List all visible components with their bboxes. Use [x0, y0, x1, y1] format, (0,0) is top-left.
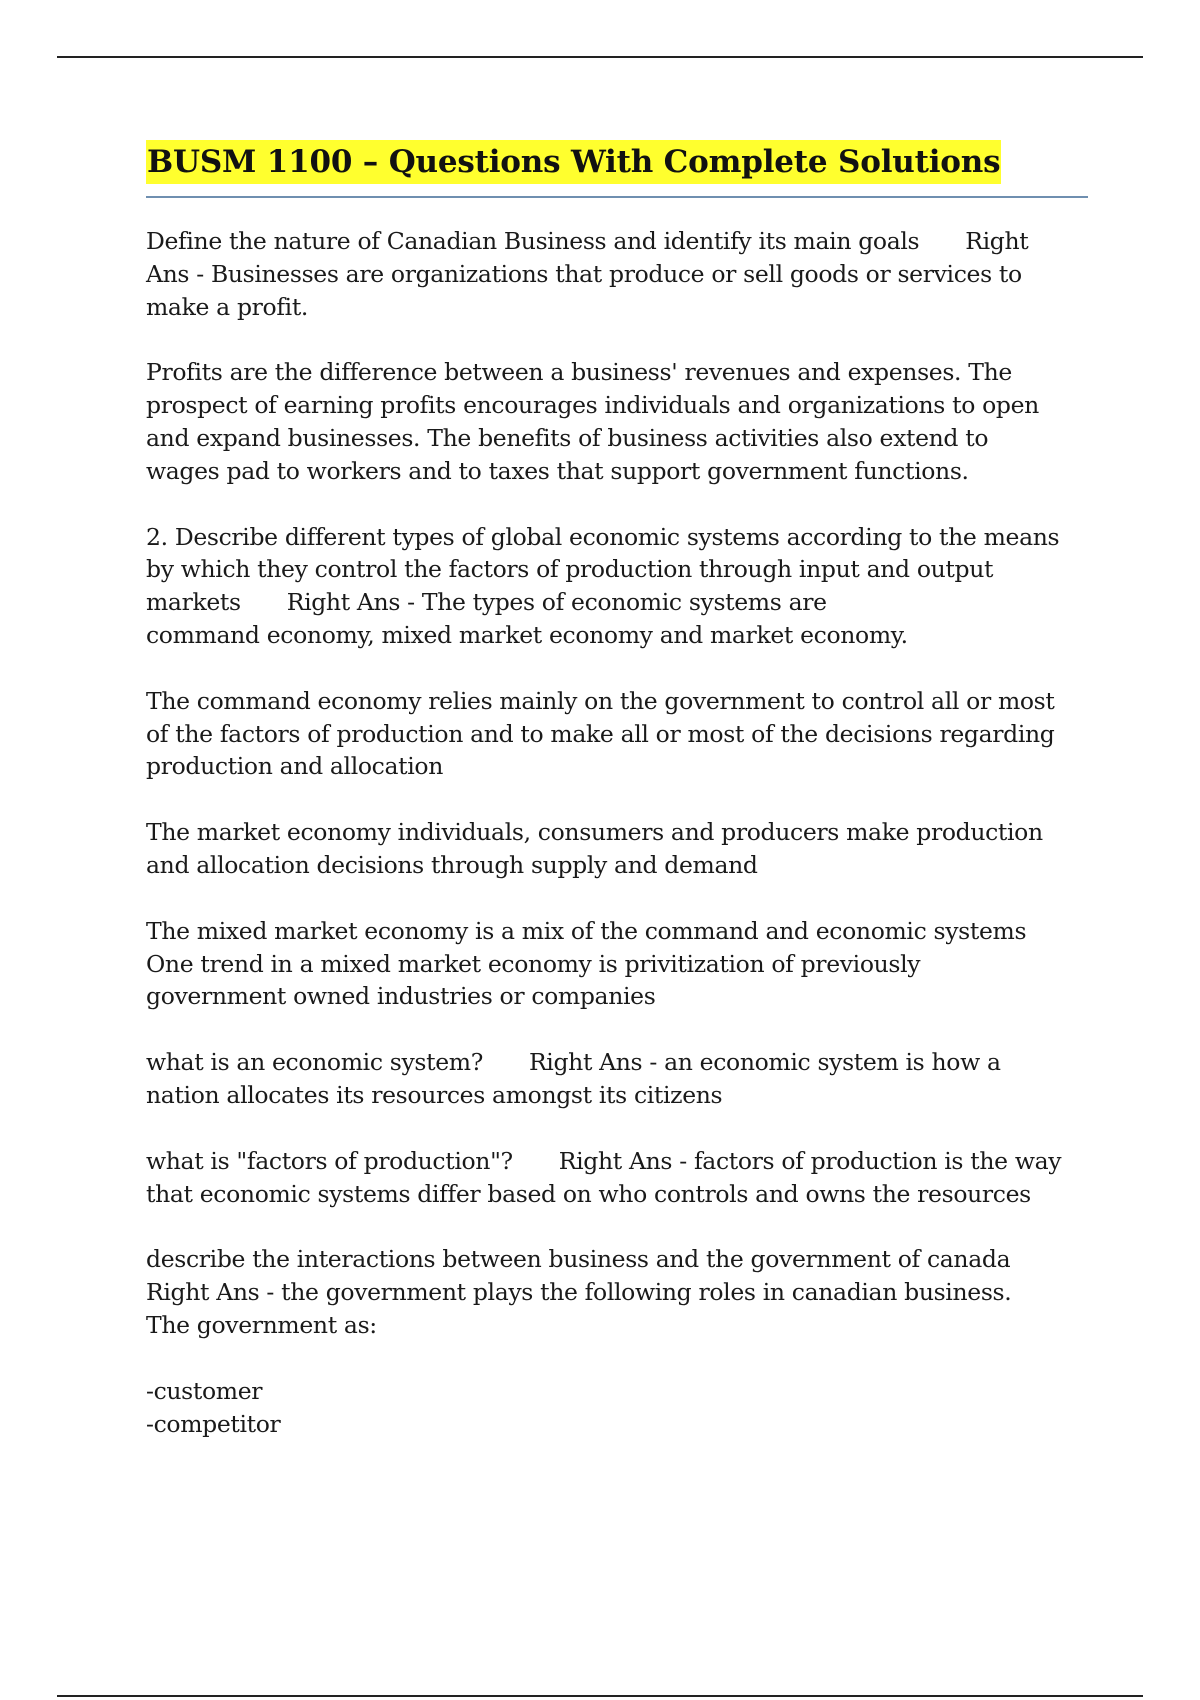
text-line: The command economy relies mainly on the government to control all or most — [146, 686, 1055, 715]
answer-text: Right Ans - The types of economic systems are — [286, 588, 827, 617]
question-text: markets — [146, 588, 241, 617]
answer-label: Right — [965, 227, 1029, 255]
text-line: that economic systems differ based on who controls and owns the resources — [146, 1179, 1031, 1208]
text-line: and allocation decisions through supply and demand — [146, 850, 758, 879]
text-line: command economy, mixed market economy and market economy. — [146, 620, 908, 649]
text-line: The market economy individuals, consumers and producers make production — [146, 818, 1043, 847]
page-top-rule — [57, 56, 1143, 58]
text-paragraph — [146, 356, 1090, 487]
text-line: government owned industries or companies — [146, 982, 656, 1011]
text-line: nation allocates its resources amongst its citizens — [146, 1080, 723, 1109]
qa-paragraph — [146, 225, 1090, 323]
text-paragraph — [146, 915, 1090, 1013]
text-line: of the factors of production and to make all or most of the decisions regarding — [146, 719, 1055, 748]
text-line: wages pad to workers and to taxes that support government functions. — [146, 456, 969, 485]
list-item: -competitor — [146, 1409, 281, 1438]
page-bottom-rule — [57, 1695, 1143, 1697]
text-line: The mixed market economy is a mix of the command and economic systems — [146, 916, 1027, 945]
document-title: BUSM 1100 – Questions With Complete Solutions — [146, 140, 1001, 184]
answer-text: Right Ans - factors of production is the way — [558, 1146, 1062, 1175]
qa-paragraph — [146, 1145, 1090, 1211]
text-line: describe the interactions between business and the government of canada — [146, 1245, 1011, 1274]
document-content — [146, 140, 1090, 1473]
text-line: prospect of earning profits encourages individuals and organizations to open — [146, 391, 1039, 420]
title-underline-rule — [146, 196, 1088, 198]
text-line: 2. Describe different types of global economic systems according to the means — [146, 522, 1060, 551]
text-paragraph — [146, 685, 1090, 783]
text-line: production and allocation — [146, 752, 443, 781]
text-line: The government as: — [146, 1310, 377, 1339]
text-line: make a profit. — [146, 292, 309, 321]
text-line: by which they control the factors of production through input and output — [146, 555, 994, 584]
text-line — [146, 1145, 1090, 1178]
text-line — [146, 586, 1090, 619]
text-line: Profits are the difference between a business' revenues and expenses. The — [146, 358, 1012, 387]
question-text: what is an economic system? — [146, 1048, 483, 1077]
text-line: One trend in a mixed market economy is privitization of previously — [146, 949, 921, 978]
qa-paragraph — [146, 521, 1090, 652]
list-item: -customer — [146, 1376, 263, 1405]
text-line: Right Ans - the government plays the following roles in canadian business. — [146, 1278, 1012, 1307]
question-text: what is "factors of production"? — [146, 1146, 513, 1175]
document-body — [146, 225, 1090, 1440]
text-paragraph — [146, 816, 1090, 882]
text-line — [146, 1046, 1090, 1079]
text-line: and expand businesses. The benefits of business activities also extend to — [146, 423, 989, 452]
text-line: Ans - Businesses are organizations that produce or sell goods or services to — [146, 259, 1022, 288]
qa-paragraph — [146, 1243, 1090, 1341]
qa-paragraph — [146, 1046, 1090, 1112]
question-text: Define the nature of Canadian Business and identify its main goals — [146, 227, 920, 255]
list-paragraph — [146, 1375, 1090, 1441]
answer-text: Right Ans - an economic system is how a — [528, 1048, 1001, 1077]
text-line — [146, 225, 1090, 258]
